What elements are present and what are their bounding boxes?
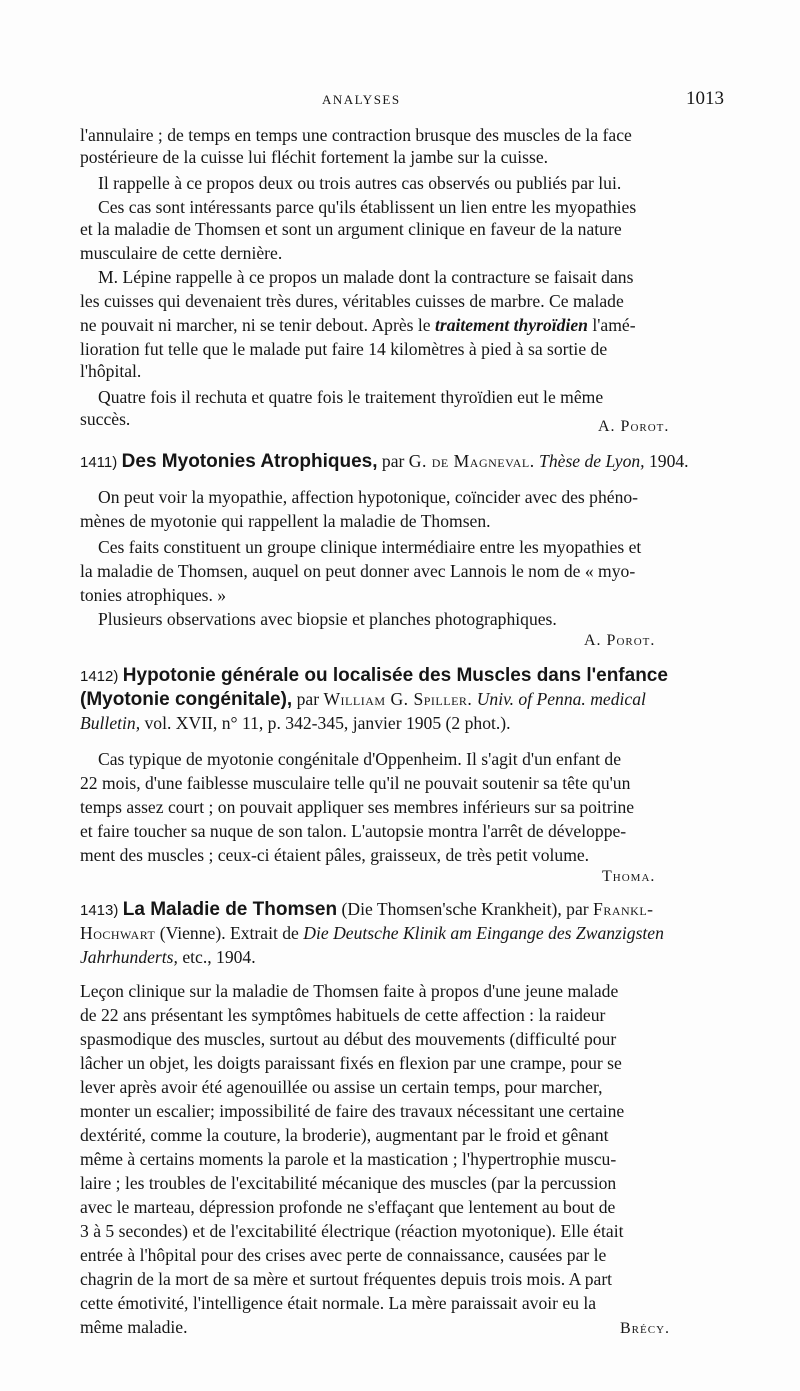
entry-heading — [80, 898, 654, 922]
entry-heading-cont — [80, 922, 664, 944]
text-line: Ces faits constituent un groupe clinique intermédiaire entre les myopathies et — [98, 537, 642, 557]
text-line: spasmodique des muscles, surtout au début des mouvements (difficulté pour — [80, 1029, 617, 1049]
text-line: succès. — [80, 409, 131, 429]
text-line: de 22 ans présentant les symptômes habituels de cette affection : la raideur — [80, 1005, 606, 1025]
reference-line — [80, 946, 256, 968]
text-line: 22 mois, d'une faiblesse musculaire telle qu'il ne pouvait soutenir sa tête qu'un — [80, 773, 631, 793]
entry-title: Des Myotonies Atrophiques, — [121, 451, 378, 472]
entry-number: 1413) — [80, 902, 119, 919]
text-line: chagrin de la mort de sa mère et surtout fréquentes depuis trois mois. A part — [80, 1269, 613, 1289]
entry-heading — [80, 664, 668, 688]
text-line: les cuisses qui devenaient très dures, véritables cuisses de marbre. Ce malade — [80, 291, 624, 311]
entry-number: 1412) — [80, 668, 119, 685]
entry-heading — [80, 450, 689, 474]
text-run: 1904. — [644, 451, 689, 471]
text-line: et faire toucher sa nuque de son talon. L'autopsie montra l'arrêt de développe- — [80, 821, 627, 841]
journal-title-cont: Bulletin, — [80, 713, 141, 733]
text-line: temps assez court ; on pouvait appliquer ses membres inférieurs sur sa poitrine — [80, 797, 635, 817]
entry-number: 1411) — [80, 454, 118, 471]
text-line: l'hôpital. — [80, 361, 142, 381]
text-line: même à certains moments la parole et la mastication ; l'hypertrophie muscu- — [80, 1149, 617, 1169]
text-line: tonies atrophiques. » — [80, 585, 227, 605]
text-line: Cas typique de myotonie congénitale d'Oppenheim. Il s'agit d'un enfant de — [98, 749, 622, 769]
work-title-cont: Jahrhunderts, — [80, 947, 178, 967]
entry-title-cont: (Myotonie congénitale), — [80, 689, 293, 710]
text-line — [80, 314, 636, 336]
text-run: l'amé- — [587, 315, 636, 335]
entry-title: Hypotonie générale ou localisée des Muscles dans l'enfance — [122, 665, 668, 686]
text-line: On peut voir la myopathie, affection hypotonique, coïncider avec des phéno- — [98, 487, 639, 507]
signature: A. Porot. — [584, 632, 656, 649]
author-name: G. de Magneval. — [408, 451, 535, 471]
reference-line — [80, 712, 511, 734]
work-title: Die Deutsche Klinik am Eingange des Zwanzigsten — [303, 923, 664, 943]
author-name: Frankl- — [593, 899, 654, 919]
text-run: par — [292, 689, 324, 709]
text-line: lioration fut telle que le malade put faire 14 kilomètres à pied à sa sortie de — [80, 339, 608, 359]
page-number: 1013 — [686, 88, 724, 109]
text-line: même maladie. — [80, 1317, 188, 1337]
signature: Brécy. — [620, 1320, 671, 1337]
text-run: etc., 1904. — [177, 947, 256, 967]
text-line: Quatre fois il rechuta et quatre fois le traitement thyroïdien eut le même — [98, 387, 604, 407]
text-line: ment des muscles ; ceux-ci étaient pâles, graisseux, de très petit volume. — [80, 845, 590, 865]
text-run: ne pouvait ni marcher, ni se tenir debout. Après le — [80, 315, 435, 335]
signature: Thoma. — [602, 868, 656, 885]
text-line: Plusieurs observations avec biopsie et planches photographiques. — [98, 609, 557, 629]
text-line: lever après avoir été agenouillée ou assise un certain temps, pour marcher, — [80, 1077, 603, 1097]
author-name-cont: Hochwart — [80, 923, 156, 943]
text-line: cette émotivité, l'intelligence était normale. La mère paraissait avoir eu la — [80, 1293, 597, 1313]
text-line: avec le marteau, dépression profonde ne s'effaçant que lentement au bout de — [80, 1197, 616, 1217]
text-line: laire ; les troubles de l'excitabilité mécanique des muscles (par la percussion — [80, 1173, 617, 1193]
journal-title: Univ. of Penna. medical — [472, 689, 646, 709]
text-run: par — [377, 451, 409, 471]
text-line: 3 à 5 secondes) et de l'excitabilité électrique (réaction myotonique). Elle était — [80, 1221, 624, 1241]
text-run: (Die Thomsen'sche Krankheit), par — [337, 899, 594, 919]
entry-heading-cont — [80, 688, 646, 711]
text-line: Ces cas sont intéressants parce qu'ils établissent un lien entre les myopathies — [98, 197, 637, 217]
text-line: M. Lépine rappelle à ce propos un malade dont la contracture se faisait dans — [98, 267, 634, 287]
work-title: Thèse de Lyon, — [534, 451, 645, 471]
text-line: Leçon clinique sur la maladie de Thomsen faite à propos d'une jeune malade — [80, 981, 619, 1001]
text-line: l'annulaire ; de temps en temps une contraction brusque des muscles de la face — [80, 125, 632, 145]
text-line: et la maladie de Thomsen et sont un argument clinique en faveur de la nature — [80, 219, 622, 239]
text-line: musculaire de cette dernière. — [80, 243, 283, 263]
text-line: monter un escalier; impossibilité de faire des travaux nécessitant une certaine — [80, 1101, 625, 1121]
text-run: (Vienne). Extrait de — [155, 923, 304, 943]
text-line: Il rappelle à ce propos deux ou trois autres cas observés ou publiés par lui. — [98, 173, 622, 193]
emphasis-text: traitement thyroïdien — [434, 315, 588, 335]
text-line: dextérité, comme la couture, la broderie), augmentant par le froid et gênant — [80, 1125, 609, 1145]
text-line: postérieure de la cuisse lui fléchit fortement la jambe sur la cuisse. — [80, 147, 549, 167]
reference-details: vol. XVII, n° 11, p. 342-345, janvier 1905 (2 phot.). — [140, 713, 511, 733]
signature: A. Porot. — [598, 418, 670, 435]
author-name: William G. Spiller. — [323, 689, 473, 709]
entry-title: La Maladie de Thomsen — [122, 899, 338, 920]
text-line: mènes de myotonie qui rappellent la maladie de Thomsen. — [80, 511, 491, 531]
text-line: la maladie de Thomsen, auquel on peut donner avec Lannois le nom de « myo- — [80, 561, 636, 581]
running-head: ANALYSES — [322, 92, 401, 107]
text-line: lâcher un objet, les doigts paraissant fixés en flexion par une crampe, pour se — [80, 1053, 622, 1073]
text-line: entrée à l'hôpital pour des crises avec perte de connaissance, causées par le — [80, 1245, 607, 1265]
page-header — [0, 88, 800, 112]
